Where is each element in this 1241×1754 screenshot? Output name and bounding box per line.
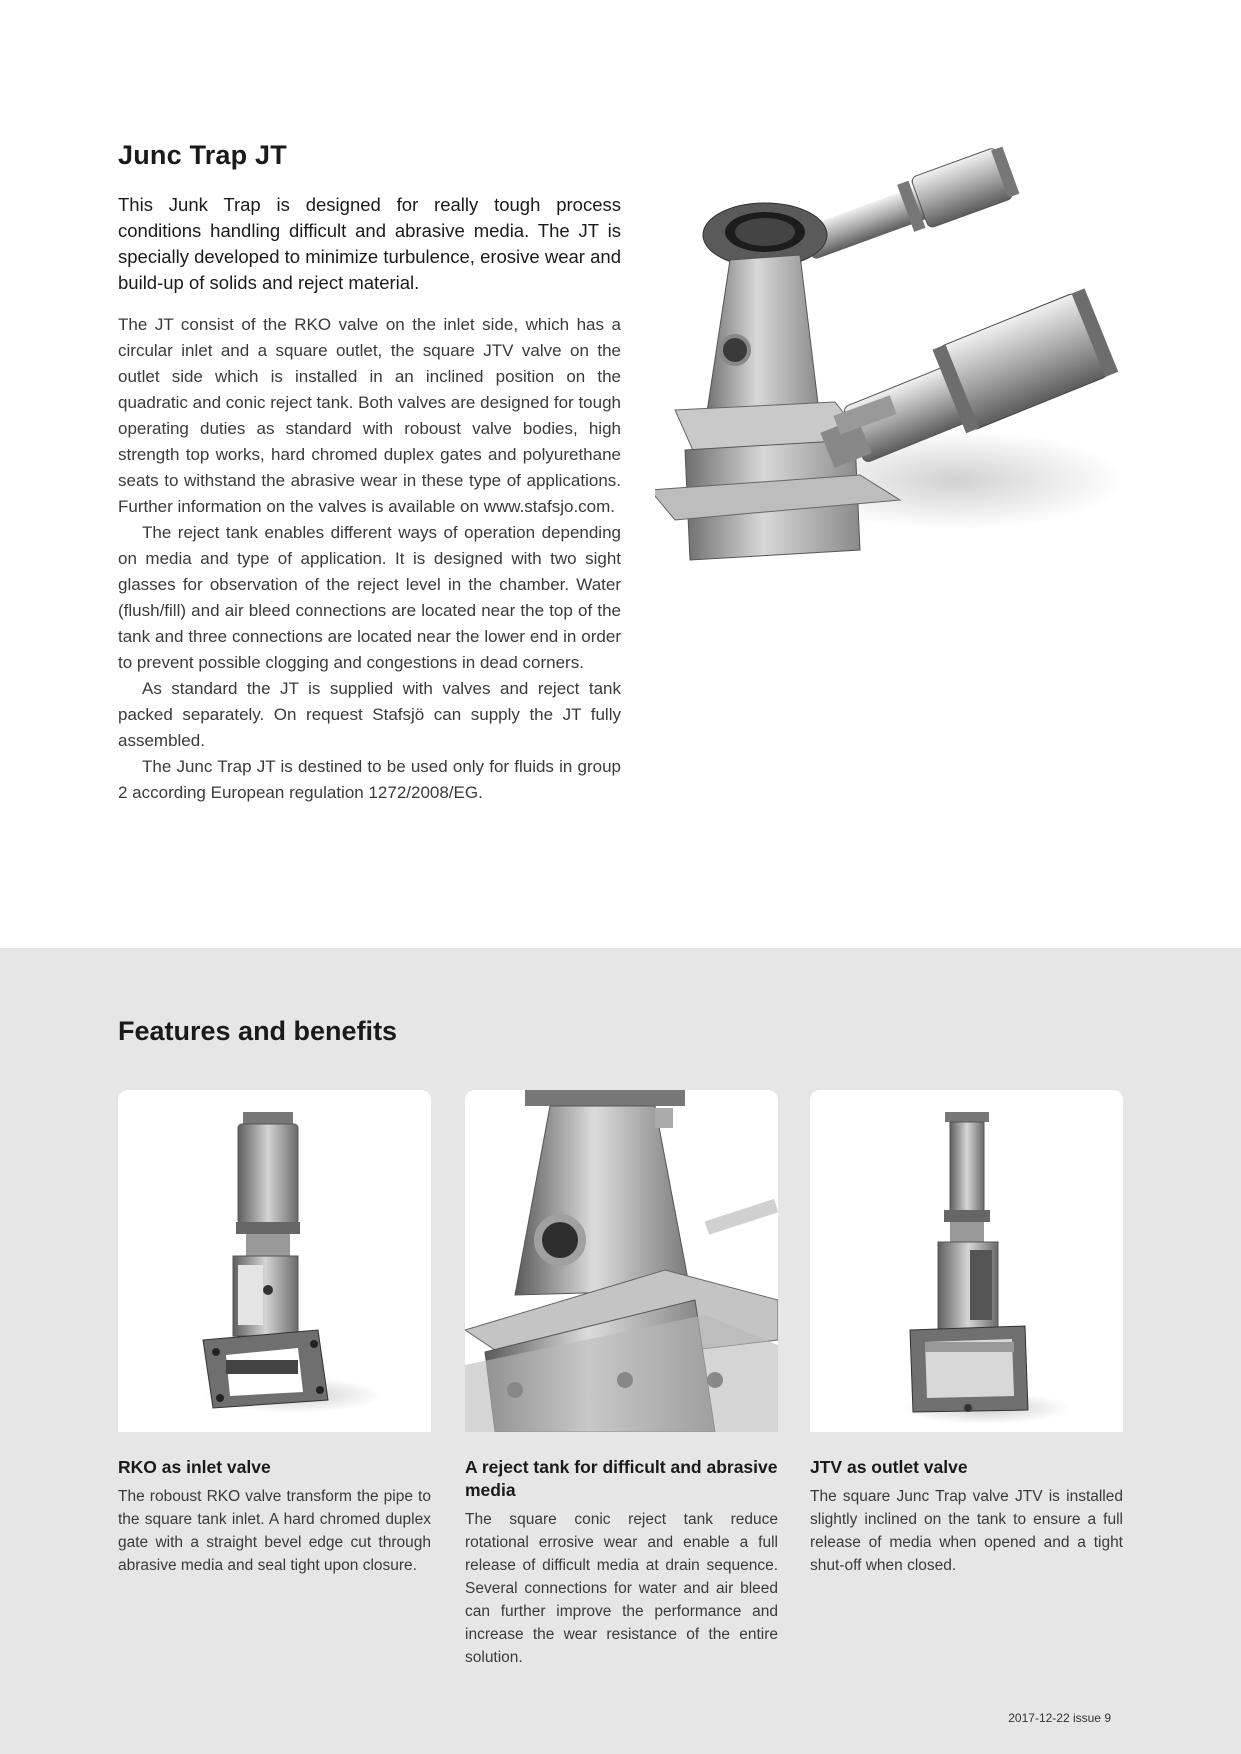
feature-text: The square conic reject tank reduce rotational errosive wear and enable a full release of difficult media at drain sequence. Several connections for water and air bleed can further improve the performance and increase the wear resistance of the entire solution. xyxy=(465,1511,778,1666)
body-paragraph: The Junc Trap JT is destined to be used only for fluids in group 2 according European regulation 1272/2008/EG. xyxy=(118,757,621,802)
feature-text: The roboust RKO valve transform the pipe to the square tank inlet. A hard chromed duplex gate with a straight bevel edge cut through abrasive media and seal tight upon closure. xyxy=(118,1488,431,1574)
body-paragraph: The reject tank enables different ways of operation depending on media and type of application. It is designed with two sight glasses for observation of the reject level in the chamber. Water (flush/fill) and air bleed connections are located near the top of the tank and three connections are located near the lower end in order to prevent possible clogging and congestions in dead corners. xyxy=(118,523,621,672)
reject-tank-image-card xyxy=(465,1090,778,1432)
junk-trap-product-image xyxy=(655,140,1125,600)
rko-valve-image-card xyxy=(118,1090,431,1432)
body-paragraph: As standard the JT is supplied with valves and reject tank packed separately. On request Stafsjö can supply the JT fully assembled. xyxy=(118,679,621,750)
feature-jtv xyxy=(810,1456,1123,1577)
feature-title: JTV as outlet valve xyxy=(810,1457,968,1477)
lead-paragraph: This Junk Trap is designed for really tough process conditions handling difficult and abrasive media. The JT is specially developed to minimize turbulence, erosive wear and build-up of solids and reject material. xyxy=(118,194,621,293)
feature-rko xyxy=(118,1456,431,1577)
features-heading: Features and benefits xyxy=(118,1016,398,1046)
feature-title: A reject tank for difficult and abrasive media xyxy=(465,1457,778,1500)
page-title: Junc Trap JT xyxy=(118,140,287,170)
body-paragraph: The JT consist of the RKO valve on the inlet side, which has a circular inlet and a square outlet, the square JTV valve on the outlet side which is installed in an inclined position on the quadratic and conic reject tank. Both valves are designed for tough operating duties as standard with roboust valve bodies, high strength top works, hard chromed duplex gates and polyurethane seats to withstand the abrasive wear in these type of applications. Further information on the valves is available on www.stafsjo.com. xyxy=(118,315,621,516)
reject-tank-image xyxy=(465,1090,778,1432)
feature-text: The square Junc Trap valve JTV is installed slightly inclined on the tank to ensure a full release of media when opened and a tight shut-off when closed. xyxy=(810,1488,1123,1574)
rko-valve-image xyxy=(118,1090,431,1432)
body-text xyxy=(118,312,621,806)
issue-footer: 2017-12-22 issue 9 xyxy=(1008,1711,1111,1725)
jtv-valve-image xyxy=(810,1090,1123,1432)
jtv-valve-image-card xyxy=(810,1090,1123,1432)
feature-reject-tank xyxy=(465,1456,778,1669)
feature-title: RKO as inlet valve xyxy=(118,1457,271,1477)
